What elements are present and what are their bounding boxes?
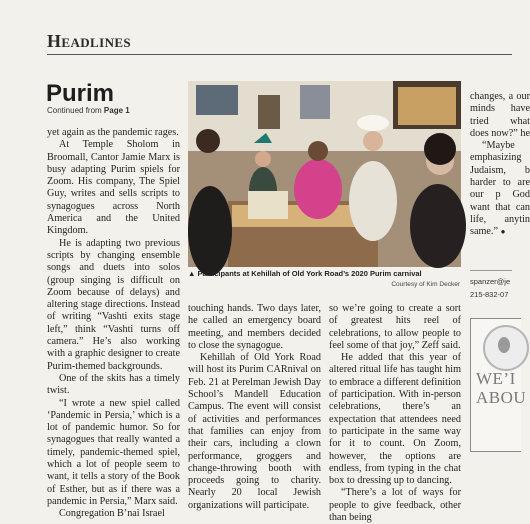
end-mark-icon: ●: [500, 227, 506, 237]
paragraph: Kehillah of Old York Road will host its Purim CARnival on Feb. 21 at Perelman Jewish Day School’s Mandell Education Campus. The event will consist of activities and performances that families can enjoy from their cars, including a clown performance, groggers and change-throwing booth with proceeds going to charity. Nearly 20 local Jewish organizations will participate.: [188, 352, 321, 511]
article-photo: [188, 81, 461, 267]
article-column-2: [188, 303, 321, 512]
continued-line: [47, 106, 130, 115]
paragraph: He added that this year of altered ritual life has taught him to embrace a different definition of participation. With in-person celebrations, there’s an expectation that attendees need to participate in the same way for it to count. On Zoom, however, the options are endless, from typing in the chat box to dressing up to dancing.: [329, 352, 461, 487]
photo-caption: [188, 269, 461, 278]
contact-rule: [470, 270, 512, 271]
section-header: Headlines: [47, 31, 132, 51]
paragraph: yet again as the pandemic rages.: [47, 127, 179, 138]
article-column-4: [470, 91, 530, 239]
article-title: Purim: [46, 80, 115, 107]
advertisement[interactable]: [470, 318, 527, 452]
ad-logo-icon: [483, 325, 529, 371]
paragraph: He is adapting two previous scripts by changing ensemble songs and duets into solos (group singing is difficult on Zoom because of delays) and altering stage directions. Instead of writing “Vashti exits stage left,” think “Vashti turns off camera.” He’s also working with a graphic designer to create Purim-themed backgrounds.: [47, 237, 180, 372]
paragraph: “I wrote a new spiel called ‘Pandemic in Persia,’ which is a lot of pandemic humor. So for synagogues that really wanted a timely, pandemic-themed spiel, which a lot of people seem to want, it tells a story of the Book of Esther, but as if there was a pandemic in Persia,” Marx said.: [47, 397, 180, 507]
section-rule: [47, 54, 512, 55]
article-column-3: [329, 303, 461, 524]
ad-line-2: ABOU: [476, 388, 527, 407]
paragraph-text: “Maybe emphasizing Judaism, b harder to are our p God want that can life, anytin same.”: [470, 140, 530, 238]
author-email[interactable]: spanzer@je: [470, 277, 511, 286]
paragraph: [470, 140, 530, 238]
paragraph: changes, a our minds have tried what does now?” he: [470, 91, 530, 139]
photo-credit: Courtesy of Kim Decker: [391, 281, 460, 288]
article-column-1: [47, 127, 180, 521]
paragraph: so we’re going to create a sort of greatest hits reel of celebrations, to allow people to feel some of that joy,” Zeff said.: [329, 303, 461, 351]
ad-line-1: WE’I: [476, 369, 516, 388]
purim-carnival-photo: [188, 81, 461, 267]
paragraph: One of the skits has a timely twist.: [47, 372, 180, 397]
paragraph: touching hands. Two days later, he called an emergency board meeting, and members decided to close the synagogue.: [188, 303, 321, 351]
author-contact: [470, 275, 530, 301]
paragraph: “There’s a lot of ways for people to give feedback, other than being: [329, 487, 461, 524]
caption-text: Participants at Kehillah of Old York Road’s 2020 Purim carnival: [197, 269, 422, 278]
paragraph: At Temple Sholom in Broomall, Cantor Jamie Marx is busy adapting Purim spiels for Zoom. His company, The Spiel Guy, writes and sells scripts to synagogues across North America and the United Kingdom.: [47, 139, 180, 237]
paragraph: Congregation B’nai Israel: [59, 508, 165, 520]
continued-prefix: Continued from: [47, 106, 104, 115]
ad-text: [476, 369, 526, 407]
author-phone: 215-832-07: [470, 290, 509, 299]
continued-page: Page 1: [103, 106, 130, 115]
caption-triangle-icon: ▲: [188, 269, 196, 278]
